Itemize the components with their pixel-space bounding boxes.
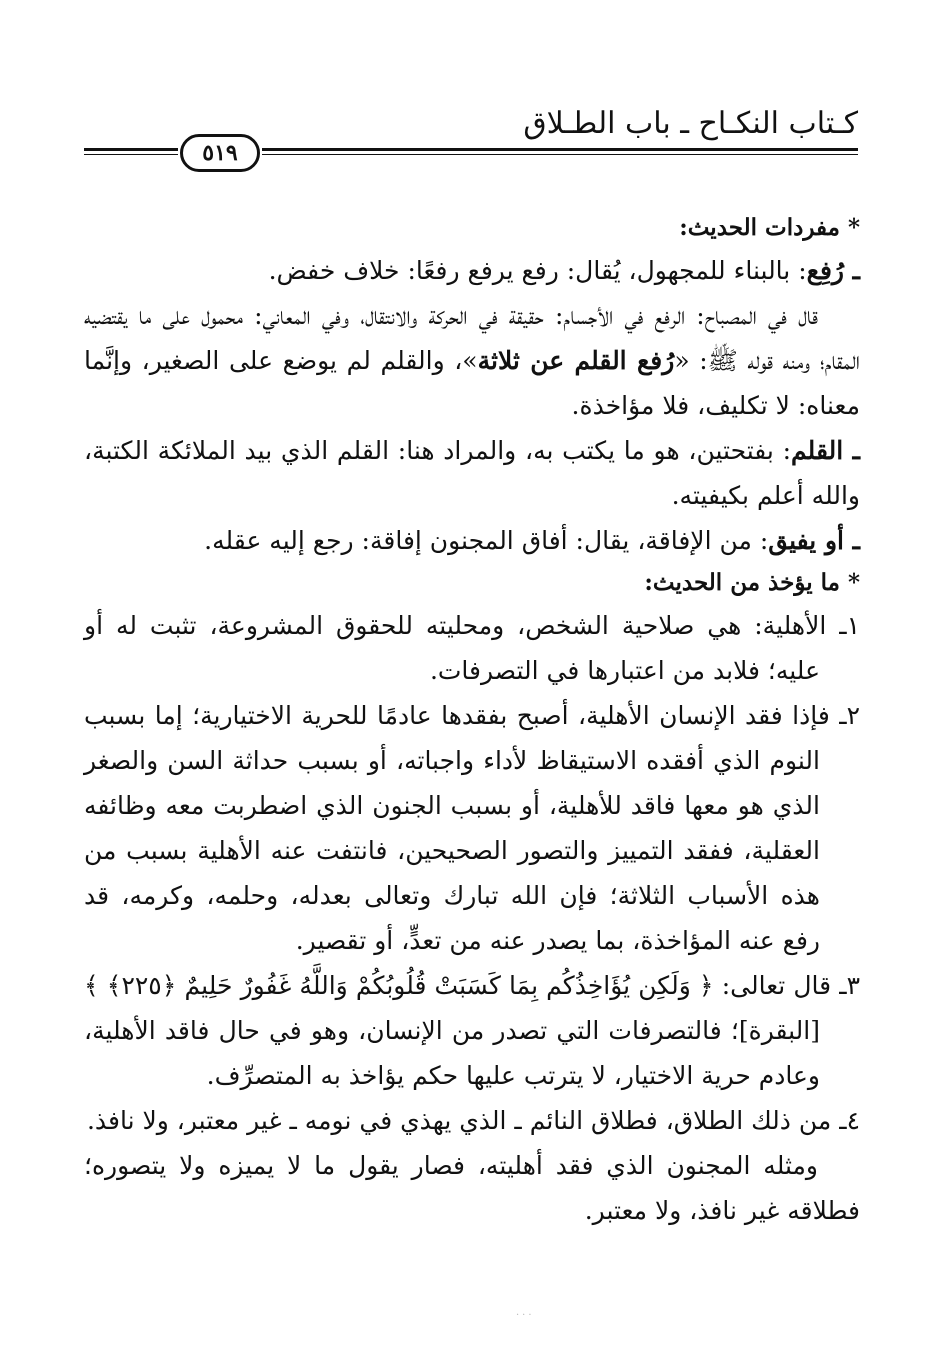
term-yafiq: ـ أو يفيق [768, 526, 860, 555]
lesson-item-4-continued: ومثله المجنون الذي فقد أهليته، فصار يقول ما لا يميزه ولا يتصوره؛ فطلاقه غير نافذ، ولا معتبر. [84, 1151, 860, 1225]
scan-speck: ··· [516, 1310, 535, 1321]
paragraph-misbah [84, 293, 860, 428]
hadith-quote: رُفع القلم عن ثلاثة [477, 346, 675, 375]
term-rufia: ـ رُفِع [806, 256, 860, 285]
verse-reference: [البقرة]؛ [730, 1016, 820, 1045]
section-heading-lessons: * ما يؤخذ من الحديث: [644, 569, 860, 596]
term-qalam: ـ القلم [791, 436, 861, 465]
quran-verse: ﴿ وَلَكِن يُؤَاخِذُكُم بِمَا كَسَبَتْ قُلُوبُكُمْ وَاللَّهُ غَفُورٌ حَلِيمٌ ﴿٢٢٥﴾ ﴾ [84, 971, 714, 1000]
entry-yafiq [84, 518, 860, 563]
lesson-3-text: فالتصرفات التي تصدر من الإنسان، وهو في حال فاقد الأهلية، وعادم حرية الاختيار، لا يترتب عليها حكم يؤاخذ به المتصرِّف. [84, 1016, 820, 1090]
page-number: ٥١٩ [180, 134, 260, 172]
header-rule-left [84, 148, 178, 158]
header-rule-right [262, 148, 858, 158]
definition-rufia: : بالبناء للمجهول، يُقال: رفع يرفع رفعًا: خلاف خفض. [268, 256, 807, 285]
misbah-tail: »، والقلم لم يوضع على الصغير، وإنَّما معناه: لا تكليف، فلا مؤاخذة. [84, 346, 860, 420]
definition-qalam: : بفتحتين، هو ما يكتب به، والمراد هنا: القلم الذي بيد الملائكة الكتبة، والله أعلم بكيفيته. [84, 436, 860, 510]
misbah-text: قال في المصباح: الرفع في الأجسام: حقيقة في الحركة والانتقال، وفي المعاني: محمول على ما يقتضيه المقام؛ ومنه قوله ﷺ: « [84, 301, 860, 375]
lesson-3-intro: ٣ـ قال تعالى: [713, 971, 860, 1000]
lesson-item-3 [84, 963, 860, 1098]
lesson-item-1: ١ـ الأهلية: هي صلاحية الشخص، ومحليته للحقوق المشروعة، تثبت له أو عليه؛ فلابد من اعتبارها في التصرفات. [84, 611, 860, 685]
section-heading-vocabulary: * مفردات الحديث: [679, 214, 860, 241]
definition-yafiq: : من الإفاقة، يقال: أفاق المجنون إفاقة: رجع إليه عقله. [204, 526, 769, 555]
lesson-item-2: ٢ـ فإذا فقد الإنسان الأهلية، أصبح بفقدها عادمًا للحرية الاختيارية؛ إما بسبب النوم الذي أفقده الاستيقاظ لأداء واجباته، أو بسبب حداثة السن والصغر الذي هو معها فاقد للأهلية، أو بسبب الجنون الذي اضطربت معه وظائفه العقلية، ففقد التمييز والتصور الصحيحين، فانتفت عنه الأهلية بسبب من هذه الأسباب الثلاثة؛ فإن الله تبارك وتعالى بعدله، وحلمه، وكرمه، قد رفع عنه المؤاخذة، بما يصدر عنه من تعدٍّ، أو تقصير. [84, 701, 860, 955]
main-text [84, 208, 860, 1233]
lesson-item-4: ٤ـ من ذلك الطلاق، فطلاق النائم ـ الذي يهذي في نومه ـ غير معتبر، ولا نافذ. [86, 1106, 860, 1135]
entry-rufia [84, 248, 860, 293]
running-title: كـتاب النكـاح ـ باب الطـلاق [523, 106, 858, 141]
entry-qalam [84, 428, 860, 518]
